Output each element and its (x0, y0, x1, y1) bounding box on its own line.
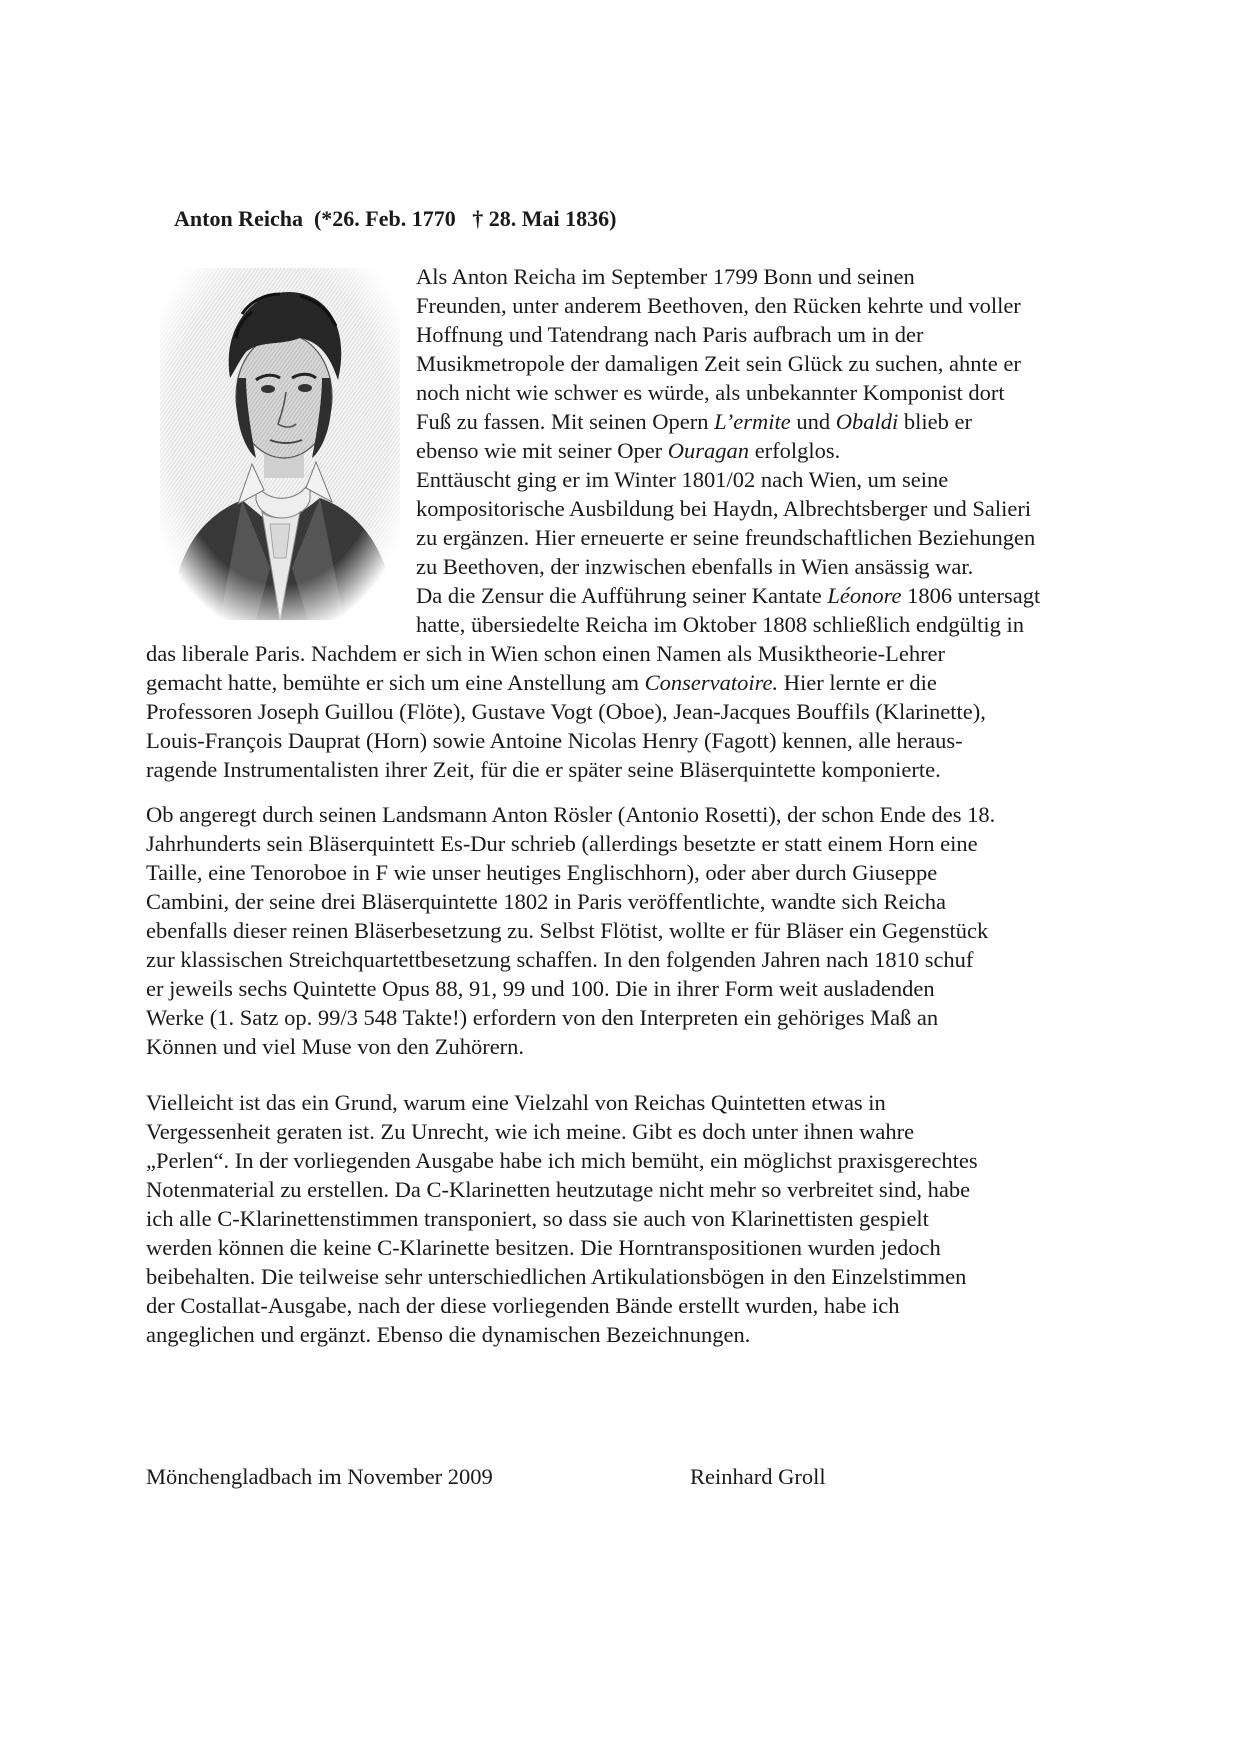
text-line (146, 726, 963, 755)
text-line (416, 465, 948, 494)
text-line (146, 697, 986, 726)
text-line (146, 668, 937, 697)
signature-place-date: Mönchengladbach im November 2009 (146, 1464, 493, 1489)
text-run: kompositorische Ausbildung bei Haydn, Albrechtsberger und Salieri (416, 496, 1032, 521)
text-line (416, 494, 1031, 523)
text-line: Taille, eine Tenoroboe in F wie unser heutiges Englischhorn), oder aber durch Giuseppe (146, 860, 938, 885)
text-line: Notenmaterial zu erstellen. Da C-Klarinetten heutzutage nicht mehr so verbreitet sind, habe (146, 1177, 971, 1202)
italic-title: Ouragan (667, 438, 750, 463)
text-line: Können und viel Muse von den Zuhörern. (146, 1034, 525, 1059)
text-line: ebenfalls dieser reinen Bläserbesetzung zu. Selbst Flötist, wollte er für Bläser ein Gegenstück (146, 918, 989, 943)
text-run: ebenso wie mit seiner Oper (416, 438, 668, 463)
text-run: Freunden, unter anderem Beethoven, den Rücken kehrte und voller (416, 293, 1021, 318)
text-line: Jahrhunderts sein Bläserquintett Es-Dur schrieb (allerdings besetzte er statt einem Horn eine (146, 831, 978, 856)
text-line (416, 436, 840, 465)
text-run: zu Beethoven, der inzwischen ebenfalls in Wien ansässig war. (416, 554, 974, 579)
text-run: ragende Instrumentalisten ihrer Zeit, für die er später seine Bläserquintette komponierte. (146, 757, 941, 782)
text-line (416, 552, 973, 581)
text-line (146, 639, 945, 668)
text-line (416, 407, 972, 436)
text-line: beibehalten. Die teilweise sehr unterschiedlichen Artikulationsbögen in den Einzelstimmen (146, 1264, 967, 1289)
text-run: gemacht hatte, bemühte er sich um eine Anstellung am (146, 670, 645, 695)
italic-title: Conservatoire. (644, 670, 779, 695)
text-line (416, 610, 1024, 639)
text-line: angeglichen und ergänzt. Ebenso die dynamischen Bezeichnungen. (146, 1322, 751, 1347)
text-line (416, 320, 923, 349)
text-line: Werke (1. Satz op. 99/3 548 Takte!) erfordern von den Interpreten ein gehöriges Maß an (146, 1005, 939, 1030)
italic-title: Léonore (827, 583, 902, 608)
text-line (416, 581, 1040, 610)
text-line (416, 262, 915, 291)
text-line: werden können die keine C-Klarinette besitzen. Die Horntranspositionen wurden jedoch (146, 1235, 941, 1260)
text-line: Vergessenheit geraten ist. Zu Unrecht, wie ich meine. Gibt es doch unter ihnen wahre (146, 1119, 915, 1144)
text-run: Musikmetropole der damaligen Zeit sein Glück zu suchen, ahnte er (416, 351, 1021, 376)
text-run: blieb er (898, 409, 972, 434)
text-run: Hoffnung und Tatendrang nach Paris aufbrach um in der (416, 322, 924, 347)
text-line (416, 523, 1035, 552)
text-run: und (790, 409, 836, 434)
text-line: Ob angeregt durch seinen Landsmann Anton Rösler (Antonio Rosetti), der schon Ende des 18. (146, 802, 996, 827)
document-heading: Anton Reicha (*26. Feb. 1770 † 28. Mai 1836) (174, 206, 617, 231)
text-run: Professoren Joseph Guillou (Flöte), Gustave Vogt (Oboe), Jean-Jacques Bouffils (Klarinette), (146, 699, 986, 724)
italic-title: Obaldi (835, 409, 899, 434)
text-line: Cambini, der seine drei Bläserquintette 1802 in Paris veröffentlichte, wandte sich Reicha (146, 889, 946, 914)
text-run: Da die Zensur die Aufführung seiner Kantate (416, 583, 828, 608)
text-line: Vielleicht ist das ein Grund, warum eine Vielzahl von Reichas Quintetten etwas in (146, 1090, 886, 1115)
text-line: er jeweils sechs Quintette Opus 88, 91, 99 und 100. Die in ihrer Form weit ausladenden (146, 976, 935, 1001)
text-line (416, 291, 1021, 320)
text-run: Fuß zu fassen. Mit seinen Opern (416, 409, 715, 434)
text-run: erfolglos. (749, 438, 841, 463)
text-run: zu ergänzen. Hier erneuerte er seine freundschaftlichen Beziehungen (416, 525, 1036, 550)
text-line: „Perlen“. In der vorliegenden Ausgabe habe ich mich bemüht, ein möglichst praxisgerechtes (146, 1148, 978, 1173)
text-run: Louis-François Dauprat (Horn) sowie Antoine Nicolas Henry (Fagott) kennen, alle heraus- (146, 728, 963, 753)
text-run: hatte, übersiedelte Reicha im Oktober 1808 schließlich endgültig in (416, 612, 1024, 637)
text-run: Als Anton Reicha im September 1799 Bonn und seinen (416, 264, 915, 289)
text-line (146, 755, 941, 784)
italic-title: L’ermite (714, 409, 791, 434)
text-run: noch nicht wie schwer es würde, als unbekannter Komponist dort (416, 380, 1005, 405)
text-line: ich alle C-Klarinettenstimmen transponiert, so dass sie auch von Klarinettisten gespielt (146, 1206, 929, 1231)
text-run: Hier lernte er die (778, 670, 937, 695)
signature-author: Reinhard Groll (690, 1464, 826, 1489)
text-run: 1806 untersagt (901, 583, 1041, 608)
text-line: der Costallat-Ausgabe, nach der diese vorliegenden Bände erstellt wurden, habe ich (146, 1293, 900, 1318)
text-run: das liberale Paris. Nachdem er sich in Wien schon einen Namen als Musiktheorie-Lehrer (146, 641, 946, 666)
text-line (416, 349, 1021, 378)
text-line (416, 378, 1005, 407)
portrait-engraving (160, 268, 400, 620)
text-line: zur klassischen Streichquartettbesetzung schaffen. In den folgenden Jahren nach 1810 schuf (146, 947, 974, 972)
text-run: Enttäuscht ging er im Winter 1801/02 nach Wien, um seine (416, 467, 949, 492)
